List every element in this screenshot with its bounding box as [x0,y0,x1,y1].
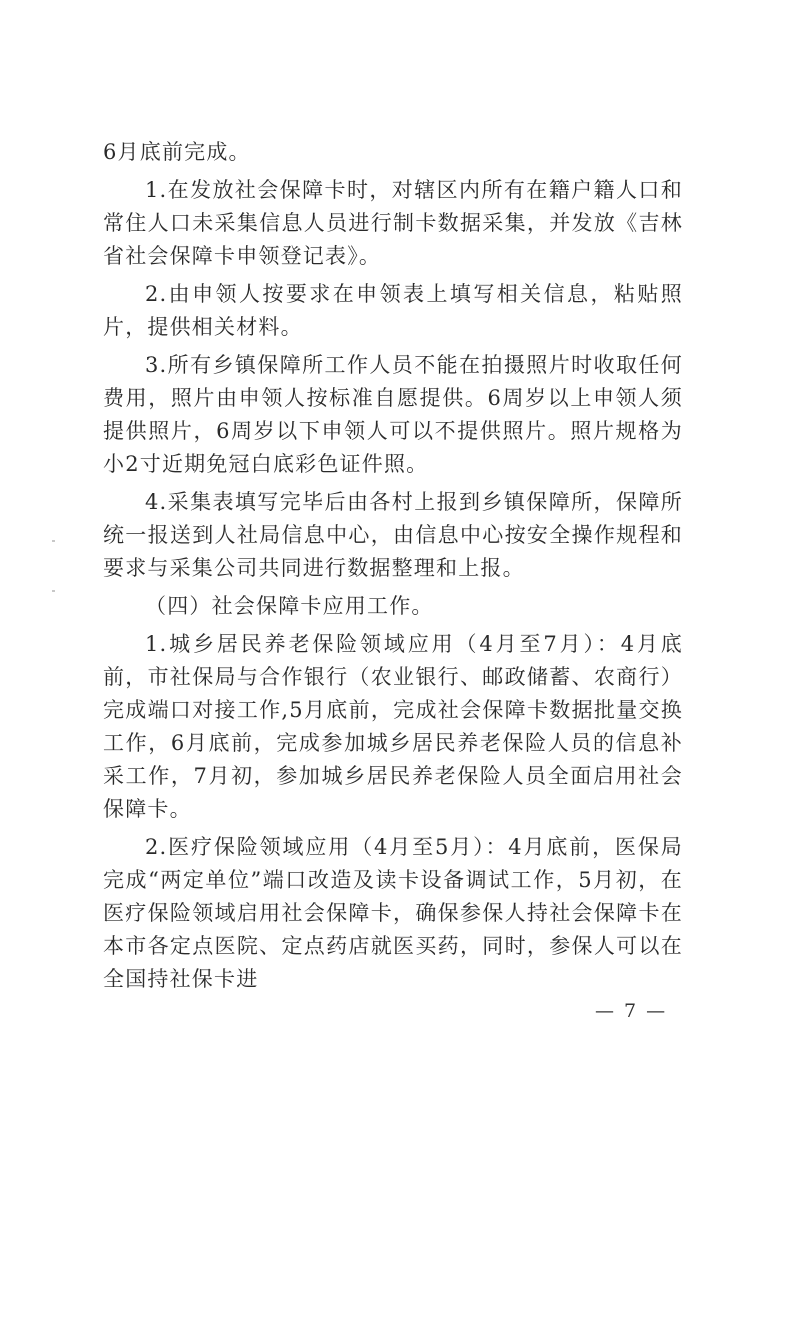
paragraph: 1.在发放社会保障卡时，对辖区内所有在籍户籍人口和常住人口未采集信息人员进行制卡数据采集，并发放《吉林省社会保障卡申领登记表》。 [103,178,683,268]
document-body [103,136,683,1001]
section-heading: （四）社会保障卡应用工作。 [145,594,434,618]
paragraph: 1.城乡居民养老保险领域应用（4月至7月）：4月底前，市社保局与合作银行（农业银行、邮政储蓄、农商行）完成端口对接工作,5月底前，完成社会保障卡数据批量交换工作，6月底前，完成参加城乡居民养老保险人员的信息补采工作，7月初，参加城乡居民养老保险人员全面启用社会保障卡。 [103,632,683,821]
paragraph: 3.所有乡镇保障所工作人员不能在拍摄照片时收取任何费用，照片由申领人按标准自愿提供。6周岁以上申领人须提供照片，6周岁以下申领人可以不提供照片。照片规格为小2寸近期免冠白底彩色证件照。 [103,353,683,476]
paragraph: 2.由申领人按要求在申领表上填写相关信息，粘贴照片，提供相关材料。 [103,282,683,339]
scan-mark [52,590,55,592]
paragraph: 4.采集表填写完毕后由各村上报到乡镇保障所，保障所统一报送到人社局信息中心，由信息中心按安全操作规程和要求与采集公司共同进行数据整理和上报。 [103,490,683,580]
page-number: — 7 — [595,1000,668,1022]
scan-mark [52,540,55,542]
paragraph: 2.医疗保险领域应用（4月至5月）：4月底前，医保局完成“两定单位”端口改造及读卡设备调试工作，5月初，在医疗保险领域启用社会保障卡，确保参保人持社会保障卡在本市各定点医院、定点药店就医买药，同时，参保人可以在全国持社保卡进 [103,835,683,991]
paragraph: 6月底前完成。 [103,140,251,164]
